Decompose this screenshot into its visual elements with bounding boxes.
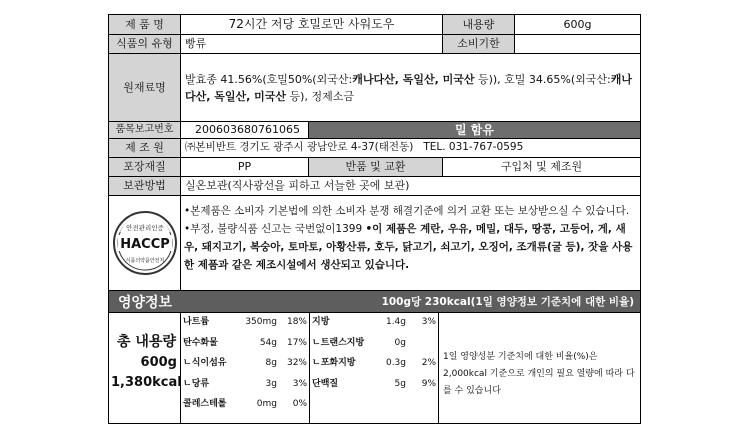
food-label-table bbox=[108, 14, 641, 424]
packaging-label: 포장재질 bbox=[109, 158, 181, 176]
storage-row bbox=[109, 177, 640, 196]
nutrient-left-name-4: 콜레스테롤 bbox=[183, 399, 227, 409]
food-type-label: 식품의 유형 bbox=[109, 35, 181, 53]
expiry-label: 소비기한 bbox=[443, 35, 515, 53]
ingredients-part-4: 등), 정제소금 bbox=[286, 89, 354, 103]
notice-part-0: •본제품은 소비자 기본법에 의한 소비자 분쟁 해결기준에 의거 교환 또는 보상받으실 수 있습니다. •부정, 불량식품 신고는 국번없이1399 bbox=[184, 205, 630, 235]
report-number-row bbox=[109, 122, 640, 139]
haccp-mark bbox=[109, 196, 181, 290]
return-label: 반품 및 교환 bbox=[309, 158, 443, 176]
total-kcal: 1,380kcal bbox=[111, 375, 182, 390]
nutrient-left-amount-0: 350mg bbox=[245, 317, 277, 327]
nutrient-left-amount-2: 8g bbox=[265, 358, 277, 368]
notice-text bbox=[184, 196, 636, 274]
nutrient-right-pct-3: 9% bbox=[421, 378, 436, 389]
content-label: 내용량 bbox=[443, 15, 515, 34]
nutrient-right-amount-1: 0g bbox=[394, 337, 406, 348]
nutrient-left-amount-4: 0mg bbox=[256, 399, 277, 409]
nutrient-right-amount-0: 1.4g bbox=[385, 317, 406, 327]
haccp-top-text: 안전관리인증 bbox=[125, 224, 164, 232]
nutrient-right-pct-2: 2% bbox=[421, 358, 436, 368]
ingredients-part-2: 등)), 호밀 34.65%(외국산: bbox=[474, 72, 611, 86]
nutrient-right-amount-3: 5g bbox=[394, 378, 406, 389]
product-name-label: 제 품 명 bbox=[109, 15, 181, 34]
nutrition-right-column bbox=[310, 313, 439, 423]
nutrition-footnote: 1일 영양성분 기준치에 대한 비율(%)은 2,000kcal 기준으로 개인의 필요 열량에 따라 다를 수 있습니다 bbox=[443, 352, 635, 396]
nutrition-title: 영양정보 bbox=[117, 294, 173, 311]
total-amount: 600g bbox=[140, 355, 177, 370]
ingredients-part-1: 캐나다산, 독일산, 미국산 bbox=[352, 72, 475, 86]
nutrient-right-pct-0: 3% bbox=[421, 317, 436, 327]
notice-text-cell bbox=[181, 196, 640, 290]
ingredients-text bbox=[185, 71, 636, 105]
nutrient-left-name-1: 탄수화물 bbox=[183, 337, 218, 348]
product-name-row bbox=[109, 15, 640, 35]
nutrition-basis: 100g당 230kcal(1일 영양정보 기준치에 대한 비율) bbox=[381, 296, 634, 308]
notice-part-1: •이 제품은 계란, 우유, 메밀, 대두, 땅콩, 고등어, 게, 새우, 돼지고기, 복숭아, 토마토, 아황산류, 호두, 닭고기, 쇠고기, 오징어, 조개류(굴 등), 잣을 사용한 제품과 같은 제조시설에서 생산되고 있습니다. bbox=[184, 223, 633, 271]
manufacturer-value: ㈜본비반트 경기도 광주시 광남안로 4-37(태전동) TEL. 031-767-0595 bbox=[185, 141, 524, 154]
nutrient-left-amount-3: 3g bbox=[265, 378, 277, 389]
notice-row bbox=[109, 196, 640, 291]
storage-label: 보관방법 bbox=[109, 177, 181, 195]
haccp-bottom-text: 식품의약품안전처 bbox=[125, 258, 164, 264]
storage-value: 실온보관(직사광선을 피하고 서늘한 곳에 보관) bbox=[185, 179, 410, 193]
packaging-value: PP bbox=[181, 158, 309, 176]
haccp-main-text: HACCP bbox=[119, 237, 170, 252]
food-type-value: 빵류 bbox=[181, 35, 443, 53]
content-value: 600g bbox=[563, 17, 592, 31]
allergen-notice: 밀 함유 bbox=[309, 122, 640, 138]
report-number-value: 200603680761065 bbox=[181, 122, 309, 138]
return-value: 구입처 및 제조원 bbox=[500, 160, 583, 174]
nutrient-left-name-2: ㄴ식이섬유 bbox=[183, 358, 227, 368]
ingredients-row bbox=[109, 54, 640, 122]
packaging-row bbox=[109, 158, 640, 177]
ingredients-part-3: 캐나다산, 독일산, 미국산 bbox=[185, 72, 632, 103]
product-name-value: 72시간 저당 호밀로만 사워도우 bbox=[181, 15, 443, 34]
ingredients-value bbox=[181, 54, 640, 121]
nutrient-left-amount-1: 54g bbox=[259, 337, 277, 348]
nutrient-right-name-1: ㄴ트랜스지방 bbox=[312, 337, 365, 348]
expiry-value bbox=[515, 35, 640, 53]
nutrition-left-column bbox=[181, 313, 310, 423]
nutrient-right-name-2: ㄴ포화지방 bbox=[312, 358, 356, 368]
nutrient-left-name-3: ㄴ당류 bbox=[183, 378, 210, 389]
nutrient-right-amount-2: 0.3g bbox=[385, 358, 406, 368]
nutrition-header bbox=[109, 291, 640, 313]
food-type-row bbox=[109, 35, 640, 54]
report-number-label: 품목보고번호 bbox=[109, 122, 181, 138]
manufacturer-label: 제 조 원 bbox=[109, 139, 181, 157]
nutrient-left-pct-3: 3% bbox=[292, 378, 307, 389]
ingredients-label: 원재료명 bbox=[109, 54, 181, 121]
manufacturer-row bbox=[109, 139, 640, 158]
haccp-logo-icon bbox=[112, 210, 178, 276]
total-label: 총 내용량 bbox=[117, 334, 176, 350]
nutrient-left-pct-1: 17% bbox=[286, 337, 307, 348]
ingredients-part-0: 발효종 41.56%(호밀50%(외국산: bbox=[185, 72, 353, 86]
nutrition-body bbox=[109, 313, 640, 423]
nutrient-right-name-0: 지방 bbox=[312, 317, 330, 327]
nutrient-left-pct-4: 0% bbox=[292, 399, 307, 409]
nutrient-left-name-0: 나트륨 bbox=[183, 317, 210, 327]
nutrition-total bbox=[109, 313, 181, 423]
nutrient-left-pct-2: 32% bbox=[286, 358, 307, 368]
nutrient-right-name-3: 단백질 bbox=[312, 378, 339, 389]
nutrient-left-pct-0: 18% bbox=[286, 317, 307, 327]
